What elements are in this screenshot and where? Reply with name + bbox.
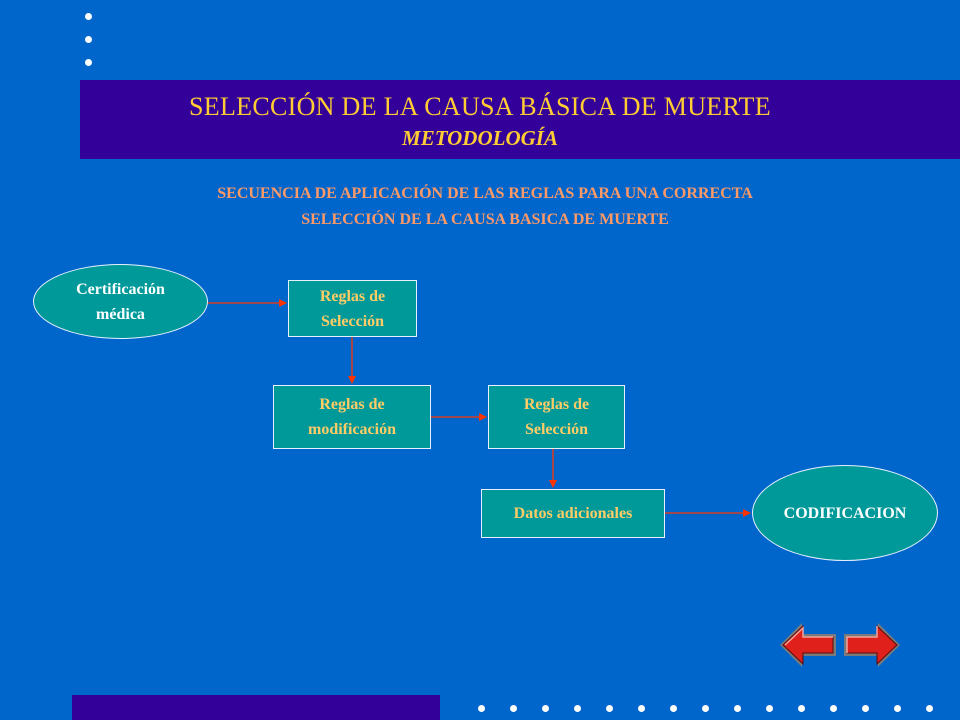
heading-line-2: SELECCIÓN DE LA CAUSA BASICA DE MUERTE bbox=[301, 211, 669, 228]
node-modificacion-line1: Reglas de bbox=[319, 396, 385, 413]
node-certificacion-medica bbox=[33, 264, 208, 339]
node-reglas-modificacion bbox=[273, 385, 431, 449]
node-seleccion2-line2: Selección bbox=[524, 421, 589, 438]
node-datos-label: Datos adicionales bbox=[513, 505, 633, 522]
decor-dot bbox=[734, 705, 741, 712]
bottom-bar bbox=[72, 695, 440, 720]
heading-line-1: SECUENCIA DE APLICACIÓN DE LAS REGLAS PARA UNA CORRECTA bbox=[217, 185, 753, 202]
decor-dot bbox=[670, 705, 677, 712]
decor-dot bbox=[542, 705, 549, 712]
decor-dot bbox=[638, 705, 645, 712]
node-seleccion1-line2: Selección bbox=[320, 312, 385, 330]
node-seleccion1-line1: Reglas de bbox=[319, 287, 386, 305]
decor-dot bbox=[798, 705, 805, 712]
decor-dot bbox=[862, 705, 869, 712]
decor-dot bbox=[830, 705, 837, 712]
decor-dot bbox=[606, 705, 613, 712]
node-datos-adicionales bbox=[481, 489, 665, 538]
node-reglas-seleccion-1 bbox=[288, 280, 417, 337]
arrow-right-icon bbox=[844, 623, 900, 667]
back-button[interactable] bbox=[776, 618, 840, 672]
node-certificacion-line1: Certificación bbox=[76, 280, 165, 298]
decor-dot bbox=[894, 705, 901, 712]
node-certificacion-line2: médica bbox=[96, 305, 145, 323]
decor-dot bbox=[478, 705, 485, 712]
page-subtitle: METODOLOGÍA bbox=[402, 126, 558, 150]
page-title: SELECCIÓN DE LA CAUSA BÁSICA DE MUERTE bbox=[189, 92, 771, 121]
decor-dot bbox=[574, 705, 581, 712]
decor-dot bbox=[766, 705, 773, 712]
node-codificacion-label: CODIFICACION bbox=[783, 504, 907, 522]
node-reglas-seleccion-2 bbox=[488, 385, 625, 449]
node-seleccion2-line1: Reglas de bbox=[523, 396, 590, 413]
decor-dot bbox=[510, 705, 517, 712]
forward-button[interactable] bbox=[840, 618, 904, 672]
node-codificacion bbox=[752, 465, 938, 561]
arrow-left-icon bbox=[780, 623, 836, 667]
decor-dot bbox=[926, 705, 933, 712]
decor-dot bbox=[702, 705, 709, 712]
node-modificacion-line2: modificación bbox=[308, 421, 396, 438]
